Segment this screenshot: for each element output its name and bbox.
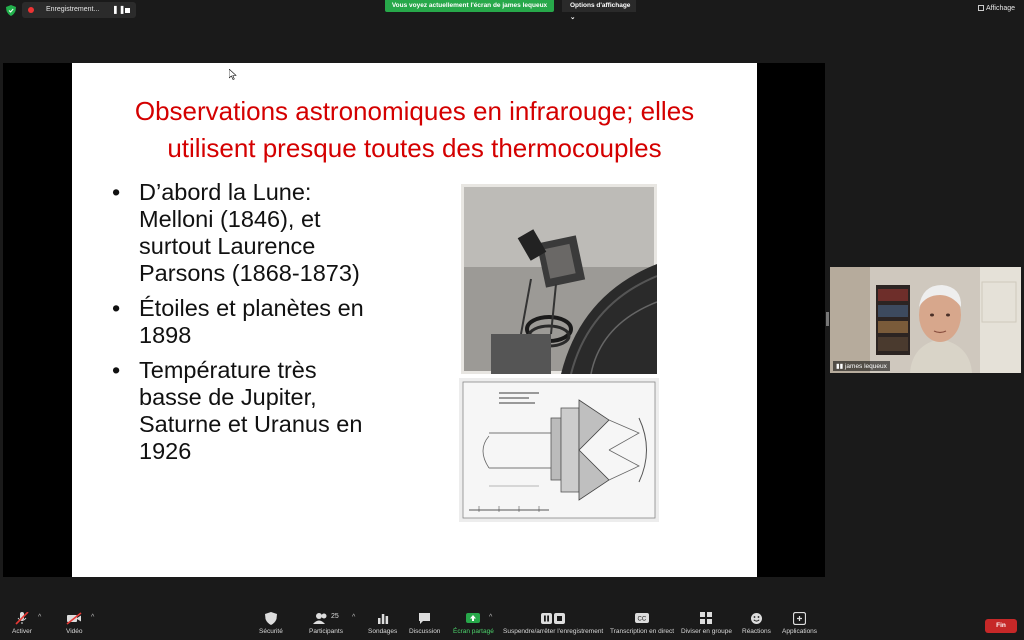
breakout-rooms-label: Diviser en groupe <box>681 628 732 635</box>
view-label: Affichage <box>986 5 1016 12</box>
pause-stop-label: Suspendre/arrêter l'enregistrement <box>503 628 604 635</box>
slide-title <box>72 93 757 167</box>
muted-microphone-icon <box>15 612 29 625</box>
video-button[interactable] <box>66 612 83 635</box>
screen-share-banner: Vous voyez actuellement l'écran de james lequeux <box>385 0 554 12</box>
bullet-line: basse de Jupiter, <box>139 384 317 410</box>
bullet-line: • Étoiles et planètes en <box>139 295 364 321</box>
telescope-photo <box>461 184 657 374</box>
bullet-line: Melloni (1846), et <box>139 206 321 232</box>
polls-icon <box>377 612 389 625</box>
bullet-line: Parsons (1868-1873) <box>139 260 360 286</box>
shield-icon[interactable] <box>6 5 16 16</box>
mute-button[interactable] <box>12 612 32 635</box>
security-button[interactable] <box>259 612 283 635</box>
video-label: Vidéo <box>66 628 83 635</box>
recording-label: Enregistrement... <box>46 6 100 13</box>
participants-label: Participants <box>309 628 343 635</box>
video-options-chevron-icon[interactable]: ^ <box>91 614 95 621</box>
meeting-toolbar <box>0 606 1024 640</box>
transcription-button[interactable] <box>610 612 674 635</box>
bullet-line: • Température très <box>139 357 317 383</box>
reactions-button[interactable] <box>742 612 771 635</box>
video-off-icon <box>66 612 82 625</box>
recording-indicator <box>22 2 136 18</box>
apps-button[interactable] <box>782 612 817 635</box>
participants-icon <box>311 612 341 625</box>
bullet-list <box>112 179 432 473</box>
presentation-slide <box>72 63 757 577</box>
view-options-label: Options d'affichage <box>570 2 631 9</box>
apps-icon <box>793 612 806 625</box>
grid-icon <box>978 5 984 11</box>
transcription-label: Transcription en direct <box>610 628 675 635</box>
view-button[interactable] <box>978 5 1015 12</box>
bullet-line: 1898 <box>139 322 192 348</box>
chat-button[interactable] <box>409 612 440 635</box>
participant-name-tag: ▮▮ james lequeux <box>833 361 890 371</box>
pause-stop-icon <box>540 612 566 625</box>
recording-dot-icon <box>28 7 34 13</box>
svg-text:CC: CC <box>637 616 647 623</box>
security-label: Sécurité <box>259 628 283 635</box>
bullet-item <box>112 179 432 287</box>
bullet-line: • D’abord la Lune: <box>139 179 312 205</box>
participant-name: james lequeux <box>844 363 887 370</box>
mouse-cursor-icon <box>229 69 237 80</box>
pause-stop-recording-button[interactable] <box>503 612 603 635</box>
participants-chevron-icon[interactable]: ^ <box>352 614 356 621</box>
participant-video-tile[interactable] <box>830 267 1021 373</box>
audio-options-chevron-icon[interactable]: ^ <box>38 614 42 621</box>
breakout-rooms-icon <box>700 612 712 625</box>
closed-captions-icon <box>635 612 649 625</box>
pause-recording-icon[interactable]: ❚❚ <box>112 5 126 14</box>
bullet-line: 1926 <box>139 438 192 464</box>
bullet-line: surtout Laurence <box>139 233 316 259</box>
participants-count: 25 <box>330 613 339 620</box>
security-shield-icon <box>265 612 277 625</box>
bullet-line: Saturne et Uranus en <box>139 411 363 437</box>
polls-button[interactable] <box>368 612 397 635</box>
end-meeting-button[interactable]: Fin <box>985 619 1017 633</box>
bullet-item <box>112 295 432 349</box>
share-options-chevron-icon[interactable]: ^ <box>489 614 493 621</box>
share-screen-button[interactable] <box>453 612 494 635</box>
slide-title-line: utilisent presque toutes des thermocouples <box>167 133 662 163</box>
bullet-item <box>112 357 432 465</box>
share-screen-label: Écran partagé <box>453 628 494 635</box>
reactions-smiley-icon <box>750 612 763 625</box>
tile-resize-handle[interactable] <box>826 312 829 326</box>
breakout-rooms-button[interactable] <box>681 612 732 635</box>
thermopile-diagram <box>459 378 659 522</box>
chat-label: Discussion <box>409 628 441 635</box>
view-options-button[interactable]: Options d'affichage ⌄ <box>562 0 636 12</box>
reactions-label: Réactions <box>742 628 771 635</box>
participant-video-frame <box>830 267 1021 373</box>
apps-label: Applications <box>782 628 818 635</box>
mute-label: Activer <box>12 628 32 635</box>
polls-label: Sondages <box>368 628 398 635</box>
share-screen-icon <box>466 612 480 625</box>
chat-icon <box>418 612 431 625</box>
slide-title-line: Observations astronomiques en infrarouge; elles <box>134 96 695 126</box>
stop-recording-icon[interactable] <box>125 8 130 13</box>
participants-button[interactable] <box>309 612 343 635</box>
